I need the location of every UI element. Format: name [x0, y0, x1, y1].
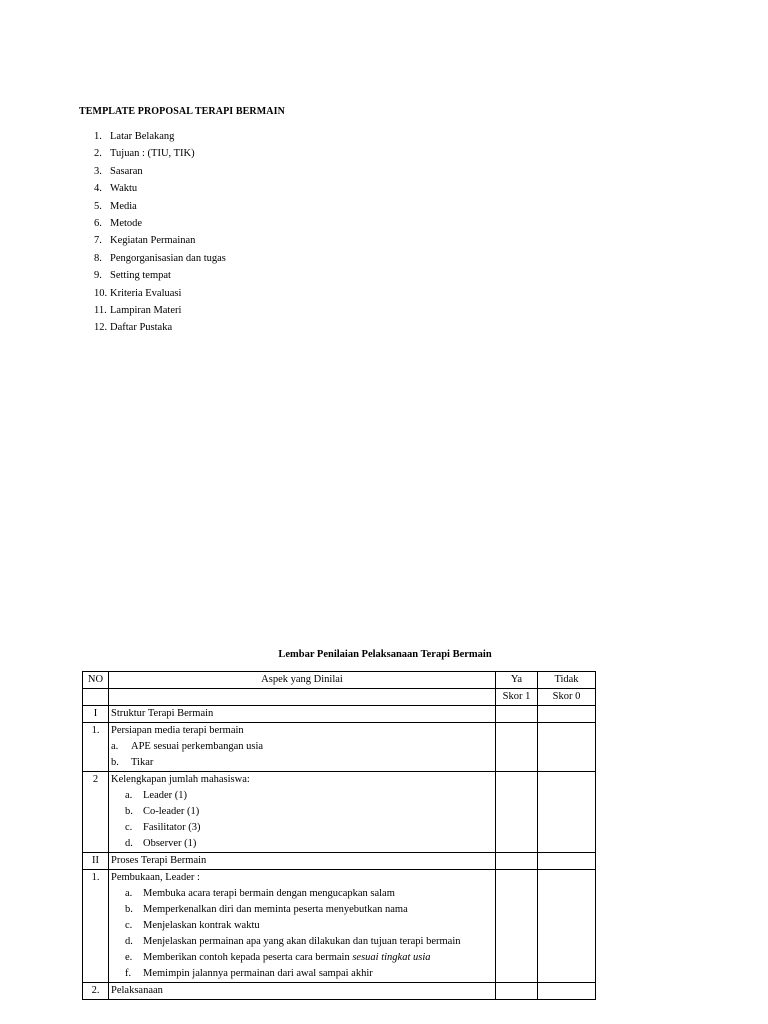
outline-item-number: 12.: [94, 322, 108, 334]
outline-item-label: Daftar Pustaka: [110, 322, 173, 334]
header-no: NO: [83, 672, 109, 689]
aspect-subitem: [111, 820, 493, 836]
no-cell[interactable]: [538, 853, 596, 870]
outline-item-label: Media: [110, 200, 137, 212]
outline-item: [94, 215, 226, 232]
subitem-text: Fasilitator (3): [143, 822, 201, 833]
aspect-cell: [109, 723, 496, 772]
document-title: TEMPLATE PROPOSAL TERAPI BERMAIN: [79, 106, 285, 117]
section-row: [83, 853, 596, 870]
table-row: [83, 723, 596, 772]
subitem-text: Observer (1): [143, 838, 197, 849]
subitem-letter: b.: [111, 757, 119, 768]
outline-item: [94, 128, 226, 145]
table-header-row: [83, 672, 596, 689]
outline-item: [94, 145, 226, 162]
row-number: 1.: [83, 723, 109, 772]
aspect-subitem: [111, 739, 493, 755]
section-row: [83, 706, 596, 723]
assessment-sheet-title: Lembar Penilaian Pelaksanaan Terapi Bermain: [278, 649, 492, 660]
aspect-subitem: [111, 755, 493, 771]
aspect-subitem: [111, 836, 493, 852]
no-cell[interactable]: [538, 706, 596, 723]
subitem-letter: a.: [111, 741, 119, 752]
subitem-text: Co-leader (1): [143, 806, 200, 817]
outline-item-number: 2.: [94, 148, 102, 160]
score-no: Skor 0: [538, 689, 596, 706]
section-label: Proses Terapi Bermain: [109, 853, 496, 870]
outline-item: [94, 198, 226, 215]
subitem-letter: b.: [125, 806, 133, 817]
aspect-label: Pembukaan, Leader :: [111, 872, 200, 883]
score-row-empty-aspect: [109, 689, 496, 706]
header-yes: Ya: [496, 672, 538, 689]
subitem-text: Memperkenalkan diri dan meminta peserta menyebutkan nama: [143, 904, 408, 915]
yes-cell[interactable]: [496, 983, 538, 1000]
no-cell[interactable]: [538, 870, 596, 983]
table-row: [83, 983, 596, 1000]
yes-cell[interactable]: [496, 853, 538, 870]
subitem-text: APE sesuai perkembangan usia: [131, 741, 264, 752]
outline-item-number: 5.: [94, 200, 102, 212]
subitem-letter: d.: [125, 936, 133, 947]
subitem-text: Membuka acara terapi bermain dengan mengucapkan salam: [143, 888, 395, 899]
header-no-col: Tidak: [538, 672, 596, 689]
aspect-subitem: [111, 804, 493, 820]
aspect-subitem: [111, 950, 493, 966]
outline-item-number: 8.: [94, 252, 102, 264]
yes-cell[interactable]: [496, 723, 538, 772]
row-number: 2: [83, 772, 109, 853]
subitem-text: Leader (1): [143, 790, 188, 801]
outline-item-number: 7.: [94, 235, 102, 247]
aspect-label: Pelaksanaan: [109, 983, 496, 1000]
outline-item-number: 9.: [94, 270, 102, 282]
subitem-letter: f.: [125, 968, 132, 979]
outline-item-label: Kegiatan Permainan: [110, 235, 196, 247]
score-row-empty-no: [83, 689, 109, 706]
outline-item-number: 11.: [94, 304, 107, 316]
outline-item-number: 6.: [94, 217, 102, 229]
table-row: [83, 772, 596, 853]
subitem-text: Memimpin jalannya permainan dari awal sampai akhir: [143, 968, 373, 979]
subitem-text: Menjelaskan kontrak waktu: [143, 920, 260, 931]
aspect-subitem: [111, 788, 493, 804]
yes-cell[interactable]: [496, 870, 538, 983]
section-number: II: [83, 853, 109, 870]
outline-item: [94, 180, 226, 197]
subitem-italic-text: sesuai tingkat usia: [352, 952, 431, 963]
no-cell[interactable]: [538, 772, 596, 853]
outline-item: [94, 232, 226, 249]
aspect-label: Persiapan media terapi bermain: [111, 725, 244, 736]
row-number: 2.: [83, 983, 109, 1000]
outline-item: [94, 250, 226, 267]
subitem-letter: b.: [125, 904, 133, 915]
score-yes: Skor 1: [496, 689, 538, 706]
aspect-subitem: [111, 886, 493, 902]
aspect-label: Kelengkapan jumlah mahasiswa:: [111, 774, 250, 785]
outline-item: [94, 319, 226, 336]
outline-item: [94, 285, 226, 302]
outline-item-label: Kriteria Evaluasi: [110, 287, 182, 299]
table-row: [83, 870, 596, 983]
yes-cell[interactable]: [496, 772, 538, 853]
outline-item-label: Waktu: [110, 183, 138, 195]
subitem-text: Menjelaskan permainan apa yang akan dilakukan dan tujuan terapi bermain: [143, 936, 461, 947]
aspect-cell: [109, 870, 496, 983]
subitem-letter: a.: [125, 888, 133, 899]
yes-cell[interactable]: [496, 706, 538, 723]
subitem-letter: d.: [125, 838, 133, 849]
subitem-letter: e.: [125, 952, 133, 963]
row-number: 1.: [83, 870, 109, 983]
assessment-table: [82, 671, 596, 1000]
proposal-outline-list: [94, 128, 226, 337]
score-row: [83, 689, 596, 706]
outline-item-label: Pengorganisasian dan tugas: [110, 252, 226, 264]
no-cell[interactable]: [538, 723, 596, 772]
outline-item-number: 4.: [94, 183, 102, 195]
aspect-subitem: [111, 918, 493, 934]
outline-item-label: Latar Belakang: [110, 131, 175, 142]
outline-item-number: 1.: [94, 131, 102, 142]
header-aspect: Aspek yang Dinilai: [109, 672, 496, 689]
subitem-text: Tikar: [131, 757, 154, 768]
subitem-letter: a.: [125, 790, 133, 801]
outline-item-label: Lampiran Materi: [110, 304, 182, 316]
section-label: Struktur Terapi Bermain: [109, 706, 496, 723]
outline-item-label: Sasaran: [110, 165, 143, 177]
aspect-cell: [109, 772, 496, 853]
outline-item-number: 10.: [94, 287, 108, 299]
section-number: I: [83, 706, 109, 723]
no-cell[interactable]: [538, 983, 596, 1000]
outline-item-label: Tujuan : (TIU, TIK): [110, 148, 195, 160]
outline-item-number: 3.: [94, 165, 102, 177]
subitem-text: Memberikan contoh kepada peserta cara bermain: [143, 952, 350, 963]
outline-item-label: Metode: [110, 217, 143, 229]
subitem-letter: c.: [125, 822, 133, 833]
aspect-subitem: [111, 902, 493, 918]
subitem-letter: c.: [125, 920, 133, 931]
aspect-subitem: [111, 966, 493, 982]
outline-item: [94, 267, 226, 284]
aspect-subitem: [111, 934, 493, 950]
outline-item: [94, 302, 226, 319]
outline-item: [94, 163, 226, 180]
outline-item-label: Setting tempat: [110, 270, 171, 282]
